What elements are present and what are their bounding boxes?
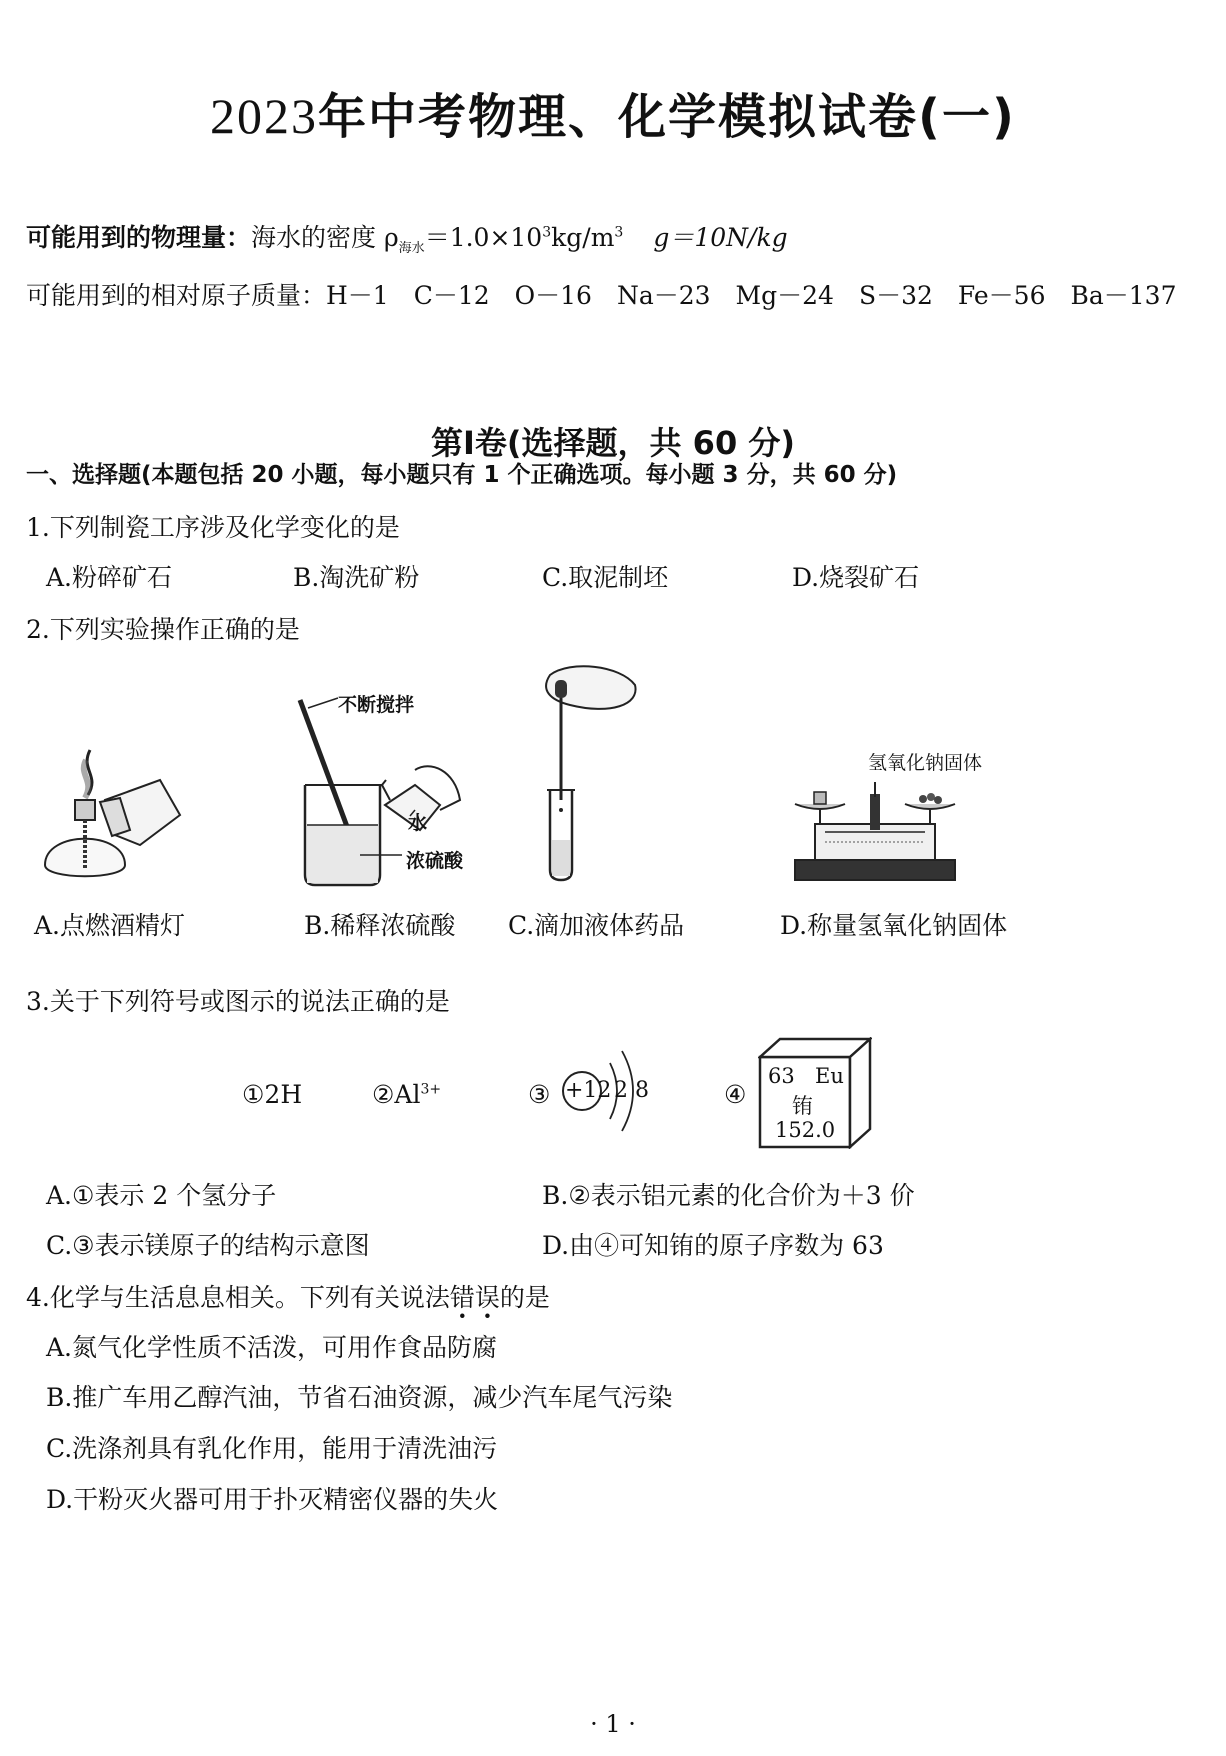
q4-stem-post: 的是: [499, 1283, 550, 1312]
q3-option-b: B.②表示铝元素的化合价为＋3 价: [542, 1181, 915, 1210]
physics-label: 可能用到的物理量：: [26, 223, 252, 252]
part-heading: 一、选择题(本题包括 20 小题，每小题只有 1 个正确选项。每小题 3 分，共 60 分): [26, 462, 898, 488]
element-name: 铕: [792, 1094, 813, 1118]
q2-caption-a: A.点燃酒精灯: [34, 911, 186, 940]
section-title: 第Ⅰ卷(选择题，共 60 分): [431, 424, 795, 462]
rho-subscript: 海水: [398, 241, 425, 256]
electron-shells: 2 8: [614, 1078, 649, 1103]
q4-option-c: C.洗涤剂具有乳化作用，能用于清洗油污: [46, 1434, 498, 1463]
q2-caption-c: C.滴加液体药品: [508, 911, 685, 940]
label-acid: 浓硫酸: [406, 850, 464, 872]
page-title: [0, 78, 1226, 147]
q2-caption-d: D.称量氢氧化钠固体: [780, 911, 1008, 940]
q3-option-a: A.①表示 2 个氢分子: [46, 1181, 277, 1210]
q4-option-b: B.推广车用乙醇汽油，节省石油资源，减少汽车尾气污染: [46, 1383, 673, 1412]
label-naoh: 氢氧化钠固体: [868, 752, 983, 774]
q1-option-c: C.取泥制坯: [542, 563, 669, 592]
title-text: 年中考物理、化学模拟试卷(一): [318, 89, 1016, 145]
physics-unit: kg/m: [551, 223, 615, 252]
balance-figure: [790, 772, 960, 884]
dropper-figure: [530, 660, 650, 885]
question-2-stem: 2.下列实验操作正确的是: [26, 615, 300, 644]
q3-option-c: C.③表示镁原子的结构示意图: [46, 1231, 370, 1260]
nucleus-charge: +12: [565, 1078, 612, 1103]
gravity-text: g＝10N/kg: [653, 223, 788, 252]
symbol-al-ion: [372, 1080, 441, 1109]
q3-option-d: D.由④可知铕的原子序数为 63: [542, 1231, 884, 1260]
al-symbol: ②Al: [372, 1080, 421, 1109]
question-4-stem: [26, 1278, 550, 1314]
symbol-3: ③: [528, 1080, 551, 1109]
symbol-2h: ①2H: [242, 1080, 303, 1109]
question-3-stem: 3.关于下列符号或图示的说法正确的是: [26, 987, 450, 1016]
unit-exp: 3: [614, 224, 624, 241]
q1-option-d: D.烧裂矿石: [792, 563, 920, 592]
alcohol-lamp-figure: [40, 740, 190, 890]
q4-option-d: D.干粉灭火器可用于扑灭精密仪器的失火: [46, 1485, 499, 1514]
q4-stem-pre: 4.化学与生活息息相关。下列有关说法: [26, 1283, 450, 1312]
q4-emphasis-2: 误: [474, 1283, 500, 1312]
q4-emphasis-1: 错: [449, 1283, 475, 1312]
question-1-stem: 1.下列制瓷工序涉及化学变化的是: [26, 513, 400, 542]
element-number: 63: [768, 1064, 795, 1088]
atomic-masses: 可能用到的相对原子质量：H－1 C－12 O－16 Na－23 Mg－24 S－32 Fe－56 Ba－137: [26, 281, 1177, 310]
title-year: 2023: [210, 88, 319, 144]
q1-option-a: A.粉碎矿石: [46, 563, 173, 592]
al-charge: 3+: [420, 1081, 442, 1098]
physics-constants: [26, 218, 788, 256]
physics-eq: ＝1.0×10: [424, 223, 543, 252]
element-symbol: Eu: [815, 1064, 844, 1088]
physics-text: 海水的密度 ρ: [251, 223, 399, 252]
q1-option-b: B.淘洗矿粉: [293, 563, 420, 592]
physics-exp: 3: [542, 224, 552, 241]
label-stir: 不断搅拌: [338, 694, 415, 716]
page-number: · 1 ·: [590, 1710, 636, 1738]
label-water: 水: [408, 812, 428, 834]
q4-option-a: A.氮气化学性质不活泼，可用作食品防腐: [46, 1333, 498, 1362]
symbol-4: ④: [724, 1080, 747, 1109]
element-mass: 152.0: [775, 1118, 836, 1142]
q2-caption-b: B.稀释浓硫酸: [304, 911, 456, 940]
